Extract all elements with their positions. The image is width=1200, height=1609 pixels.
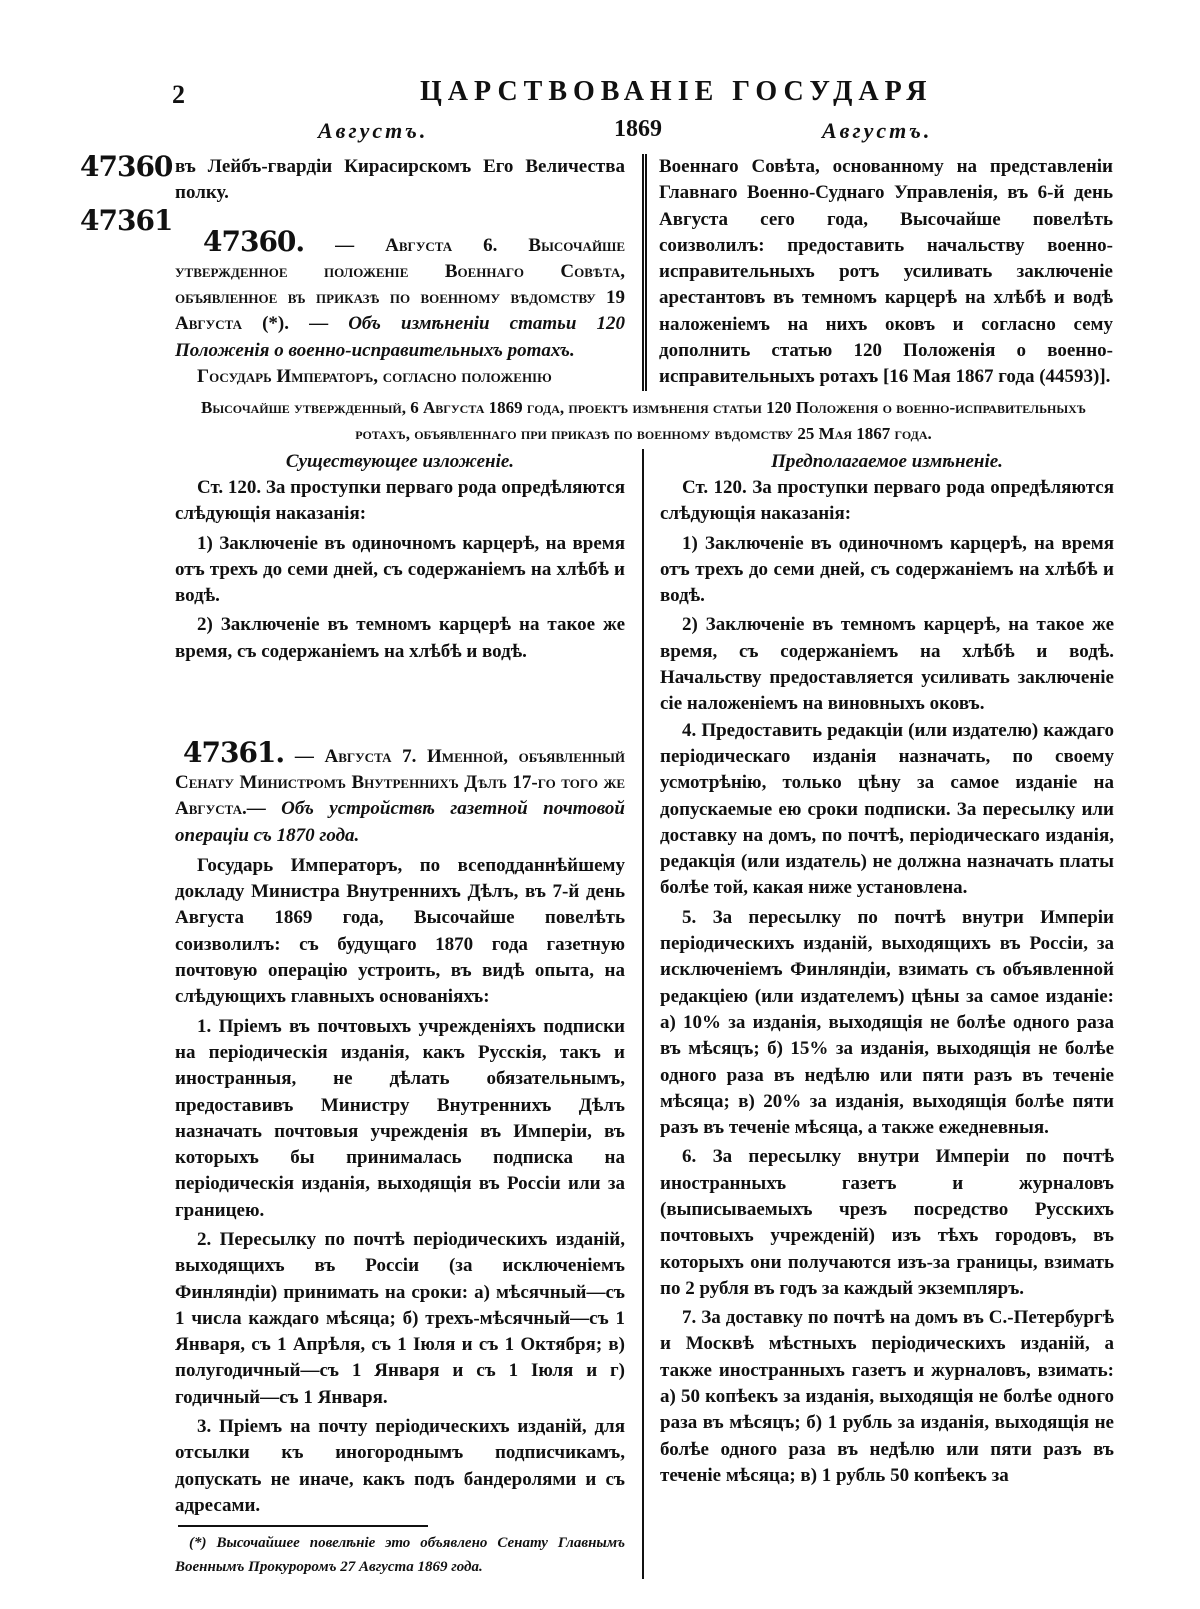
existing-column <box>175 449 625 718</box>
margin-number: 47361 <box>80 204 173 237</box>
proposed-paragraph: 1) Заключеніе въ одиночномъ карцерѣ, на время отъ трехъ до семи дней, съ содержаніемъ на хлѣбѣ и водѣ. <box>660 532 1114 607</box>
proposed-paragraph: 2) Заключеніе въ темномъ карцерѣ, на такое же время, съ содержаніемъ на хлѣбѣ и водѣ. Начальству предоставляется усиливать заключеніе сіе наложеніемъ на виновныхъ оковъ. <box>660 614 1114 715</box>
article-paragraph: 7. За доставку по почтѣ на домъ въ С.-Петербургѣ и Москвѣ мѣстныхъ періодическихъ изданій, а также иностранныхъ газетъ и журналовъ, взимать: а) 50 копѣекъ за изданія, выходящія не болѣе одного раза въ мѣсяцъ; б) 1 рубль за изданія, выходящія не болѣе одного раза въ недѣлю или пяти разъ въ теченіе мѣсяца; в) 1 рубль 50 копѣекъ за <box>660 1307 1114 1486</box>
article-paragraph: 5. За пересылку по почтѣ внутри Имперіи періодическихъ изданій, выходящихъ въ Россіи, за исключеніемъ Финляндіи, взимать съ объявленной редакціею (или издателемъ) цѣны за самое изданіе: а) 10% за изданія, выходящія не болѣе одного раза въ мѣсяцъ; б) 15% за изданія, выходящія не болѣе одного раза въ недѣлю или пяти разъ въ теченіе мѣсяца; в) 20% за изданія, выходящія болѣе пяти разъ въ теченіе мѣсяца, а также ежедневныя. <box>660 906 1114 1139</box>
article-paragraph: 4. Предоставить редакціи (или издателю) каждаго періодическаго изданія назначать, по своему усмотрѣнію, только цѣну за самое изданіе на допускаемые ею сроки подписки. За пересылку или доставку на домъ, по почтѣ, періодическаго изданія, редакція (или издатель) не должна назначать платы болѣе той, какая ниже установлена. <box>660 719 1114 899</box>
article-number: 47361. <box>183 735 285 769</box>
right-continuation: Военнаго Совѣта, основанному на представленіи Главнаго Военно-Суднаго Управленія, въ 6-й день Августа сего года, Высочайше повелѣть соизволилъ: предоставить начальству военно-исправительныхъ ротъ усиливать заключеніе арестантовъ въ темномъ карцерѣ на хлѣбѣ и водѣ наложеніемъ на нихъ оковъ и согласно сему дополнить статью 120 Положенія о военно-исправительныхъ ротахъ [16 Мая 1867 года (44593)]. <box>659 156 1113 388</box>
existing-heading: Существующее изложеніе. <box>285 450 515 472</box>
proposed-paragraph: Ст. 120. За проступки перваго рода опредѣляются слѣдующія наказанія: <box>660 476 1114 525</box>
footnote-rule <box>178 1525 428 1527</box>
page-title: ЦАРСТВОВАНІЕ ГОСУДАРЯ <box>420 76 933 107</box>
article-paragraph: Государь Императоръ, по всеподданнѣйшему докладу Министра Внутреннихъ Дѣлъ, въ 7-й день Августа 1869 года, Высочайше повелѣть соизволилъ: съ будущаго 1870 года газетную почтовую операцію устроить, въ видѣ опыта, на слѣдующихъ главныхъ основаніяхъ: <box>175 854 625 1008</box>
year: 1869 <box>614 116 662 142</box>
article-paragraph: 3. Пріемъ на почту періодическихъ изданій, для отсылки къ иногороднымъ подписчикамъ, допускать не иначе, какъ подъ бандеролями и съ адресами. <box>175 1416 625 1516</box>
article-heading: — Августа 7. Именной, объявленный Сенату Министромъ Внутреннихъ Дѣлъ 17-го того же Августа.— <box>175 745 625 820</box>
margin-number: 47360 <box>80 150 173 183</box>
article-47361 <box>175 718 625 1580</box>
article-47361-continued <box>642 718 1114 1580</box>
right-column-top <box>642 154 1113 391</box>
article-subject: Объ измѣненіи статьи 120 Положенія о военно-исправительныхъ ротахъ. <box>175 313 625 361</box>
page-header <box>80 76 1112 154</box>
article-number: 47360. <box>203 224 305 258</box>
proposed-heading: Предполагаемое измѣненіе. <box>771 450 1003 472</box>
article-47361-section <box>175 718 1112 1580</box>
article-paragraph: 1. Пріемъ въ почтовыхъ учрежденіяхъ подписки на періодическія изданія, какъ Русскія, такъ и иностранныя, не дѣлать обязательнымъ, предоставивъ Министру Внутреннихъ Дѣлъ назначать почтовыя учрежденія въ Имперіи, въ которыхъ бы принималась подписка на періодическія изданія, выходящія въ Россіи или за границею. <box>175 1015 625 1221</box>
article-subject: Объ устройствѣ газетной почтовой операціи съ 1870 года. <box>175 798 626 846</box>
left-continuation: въ Лейбъ-гвардіи Кирасирскомъ Его Величества полку. <box>175 156 625 204</box>
article-heading: — Августа 6. Высочайше утвержденное положеніе Военнаго Совѣта, объявленное въ приказѣ по военному вѣдомству 19 Августа (*). — <box>175 234 626 335</box>
footnote: (*) Высочайшее повелѣніе это объявлено Сенату Главнымъ Военнымъ Прокуроромъ 27 Августа 1869 года. <box>175 1535 625 1576</box>
month-left: Августъ. <box>318 118 429 143</box>
article-47360-heading <box>175 224 626 364</box>
existing-paragraph: Ст. 120. За проступки перваго рода опредѣляются слѣдующія наказанія: <box>175 476 625 525</box>
existing-paragraph: 1) Заключеніе въ одиночномъ карцерѣ, на время отъ трехъ до семи дней, съ содержаніемъ на хлѣбѣ и водѣ. <box>175 532 625 607</box>
document-page <box>80 0 1112 1609</box>
article-paragraph: 6. За пересылку внутри Имперіи по почтѣ иностранныхъ газетъ и журналовъ (выписываемыхъ чрезъ посредство Русскихъ почтовыхъ учрежденій) изъ тѣхъ городовъ, въ которыхъ они получаются изъ-за границы, взимать по 2 рубля въ годъ за каждый экземпляръ. <box>660 1146 1114 1299</box>
comparison-section <box>175 449 1112 718</box>
month-right: Августъ. <box>822 118 933 143</box>
existing-paragraph: 2) Заключеніе въ темномъ карцерѣ на такое же время, съ содержаніемъ на хлѣбѣ и водѣ. <box>175 614 625 662</box>
proposed-column <box>642 449 1114 718</box>
left-column-top <box>175 154 625 391</box>
article-paragraph: 2. Пересылку по почтѣ періодическихъ изданій, выходящихъ въ Россіи (за исключеніемъ Финляндіи) принимать на сроки: а) мѣсячный—съ 1 числа каждаго мѣсяца; б) трехъ-мѣсячный—съ 1 Января, съ 1 Апрѣля, съ 1 Іюля и съ 1 Октября; в) полугодичный—съ 1 Января и съ 1 Іюля и г) годичный—съ 1 Января. <box>175 1228 625 1408</box>
top-section <box>80 150 1113 391</box>
article-body-start: Государь Императоръ, согласно положенію <box>197 366 552 388</box>
page-number: 2 <box>172 80 185 109</box>
project-title: Высочайше утвержденный, 6 Августа 1869 года, проектъ измѣненія статьи 120 Положенія о военно-исправительныхъ ротахъ, объявленнаго при приказѣ по военному вѣдомству 25 Мая 1867 года. <box>201 397 1086 443</box>
